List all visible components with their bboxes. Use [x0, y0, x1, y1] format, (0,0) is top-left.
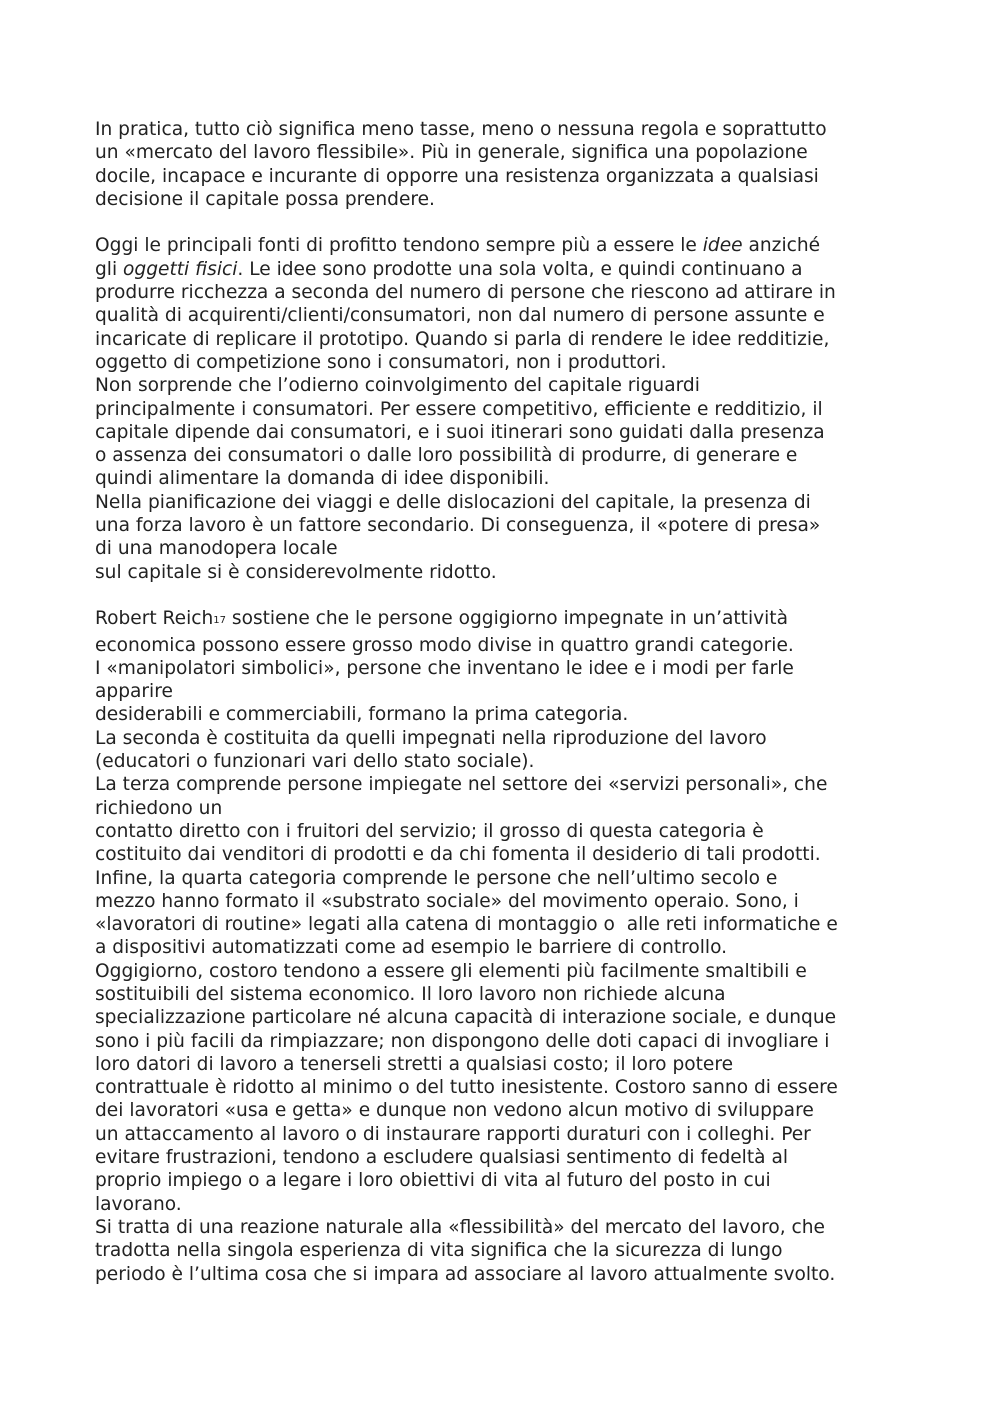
paragraph-gap [95, 584, 925, 607]
text-line: una forza lavoro è un fattore secondario. Di conseguenza, il «potere di presa» [95, 515, 821, 537]
text-line: incaricate di replicare il prototipo. Quando si parla di rendere le idee redditizie, [95, 328, 830, 350]
text-line: loro datori di lavoro a tenerseli stretti a qualsiasi costo; il loro potere [95, 1053, 734, 1075]
text-line: sono i più facili da rimpiazzare; non dispongono delle doti capaci di invogliare i [95, 1030, 830, 1052]
text-line: Oggi le principali fonti di profitto tendono sempre più a essere le idee anziché [95, 235, 821, 257]
text-line: Non sorprende che l’odierno coinvolgimento del capitale riguardi [95, 375, 700, 397]
text-line: dei lavoratori «usa e getta» e dunque non vedono alcun motivo di sviluppare [95, 1100, 814, 1122]
text-line: mezzo hanno formato il «substrato sociale» del movimento operaio. Sono, i [95, 890, 799, 912]
text-line: La seconda è costituita da quelli impegnati nella riproduzione del lavoro [95, 727, 767, 749]
text-line: Oggigiorno, costoro tendono a essere gli elementi più facilmente smaltibili e [95, 960, 807, 982]
text-line: In pratica, tutto ciò significa meno tasse, meno o nessuna regola e soprattutto [95, 119, 827, 140]
text-line: tradotta nella singola esperienza di vita significa che la sicurezza di lungo [95, 1240, 783, 1262]
text-line: richiedono un [95, 797, 223, 819]
document-page [95, 118, 925, 1286]
body-text [95, 118, 925, 1286]
text-line: a dispositivi automatizzati come ad esempio le barriere di controllo. [95, 937, 728, 959]
text-line: apparire [95, 681, 173, 703]
text-line: qualità di acquirenti/clienti/consumatori, non dal numero di persone assunte e [95, 305, 825, 327]
text-line: un «mercato del lavoro flessibile». Più in generale, significa una popolazione [95, 142, 808, 164]
text-line: principalmente i consumatori. Per essere competitivo, efficiente e redditizio, il [95, 398, 823, 420]
text-line: sostituibili del sistema economico. Il loro lavoro non richiede alcuna [95, 983, 726, 1005]
text-line: produrre ricchezza a seconda del numero di persone che riescono ad attirare in [95, 282, 836, 304]
text-line: periodo è l’ultima cosa che si impara ad associare al lavoro attualmente svolto. [95, 1263, 836, 1285]
text-line: evitare frustrazioni, tendono a escludere qualsiasi sentimento di fedeltà al [95, 1147, 789, 1169]
text-line: desiderabili e commerciabili, formano la prima categoria. [95, 704, 629, 726]
text-line: specializzazione particolare né alcuna capacità di interazione sociale, e dunque [95, 1007, 837, 1029]
text-line: capitale dipende dai consumatori, e i suoi itinerari sono guidati dalla presenza [95, 421, 825, 443]
text-line: contatto diretto con i fruitori del servizio; il grosso di questa categoria è [95, 820, 764, 842]
text-line: Robert Reich17 sostiene che le persone oggigiorno impegnate in un’attività [95, 608, 788, 630]
text-line: «lavoratori di routine» legati alla catena di montaggio o alle reti informatiche e [95, 914, 838, 936]
text-line: proprio impiego o a legare i loro obiettivi di vita al futuro del posto in cui [95, 1170, 771, 1192]
text-line: di una manodopera locale [95, 538, 338, 560]
text-line: Infine, la quarta categoria comprende le persone che nell’ultimo secolo e [95, 867, 778, 889]
text-line: un attaccamento al lavoro o di instaurare rapporti duraturi con i colleghi. Per [95, 1123, 811, 1145]
text-line: o assenza dei consumatori o dalle loro possibilità di produrre, di generare e [95, 445, 798, 467]
text-line: lavorano. [95, 1193, 182, 1215]
text-line: quindi alimentare la domanda di idee disponibili. [95, 468, 550, 490]
text-line: gli oggetti fisici. Le idee sono prodotte una sola volta, e quindi continuano a [95, 258, 803, 280]
text-line: Nella pianificazione dei viaggi e delle dislocazioni del capitale, la presenza di [95, 491, 811, 513]
text-line: docile, incapace e incurante di opporre una resistenza organizzata a qualsiasi [95, 165, 819, 187]
text-line: Si tratta di una reazione naturale alla «flessibilità» del mercato del lavoro, che [95, 1216, 825, 1238]
text-line: (educatori o funzionari vari dello stato sociale). [95, 751, 535, 773]
text-line: decisione il capitale possa prendere. [95, 188, 435, 210]
footnote-marker: 17 [213, 615, 226, 627]
paragraph-gap [95, 211, 925, 234]
text-line: oggetto di competizione sono i consumatori, non i produttori. [95, 351, 667, 373]
text-line: contrattuale è ridotto al minimo o del tutto inesistente. Costoro sanno di essere [95, 1077, 838, 1099]
text-line: La terza comprende persone impiegate nel settore dei «servizi personali», che [95, 774, 828, 796]
text-line: sul capitale si è considerevolmente ridotto. [95, 561, 497, 583]
text-line: economica possono essere grosso modo divise in quattro grandi categorie. [95, 634, 794, 656]
text-line: I «manipolatori simbolici», persone che inventano le idee e i modi per farle [95, 657, 794, 679]
text-line: costituito dai venditori di prodotti e da chi fomenta il desiderio di tali prodotti. [95, 844, 821, 866]
